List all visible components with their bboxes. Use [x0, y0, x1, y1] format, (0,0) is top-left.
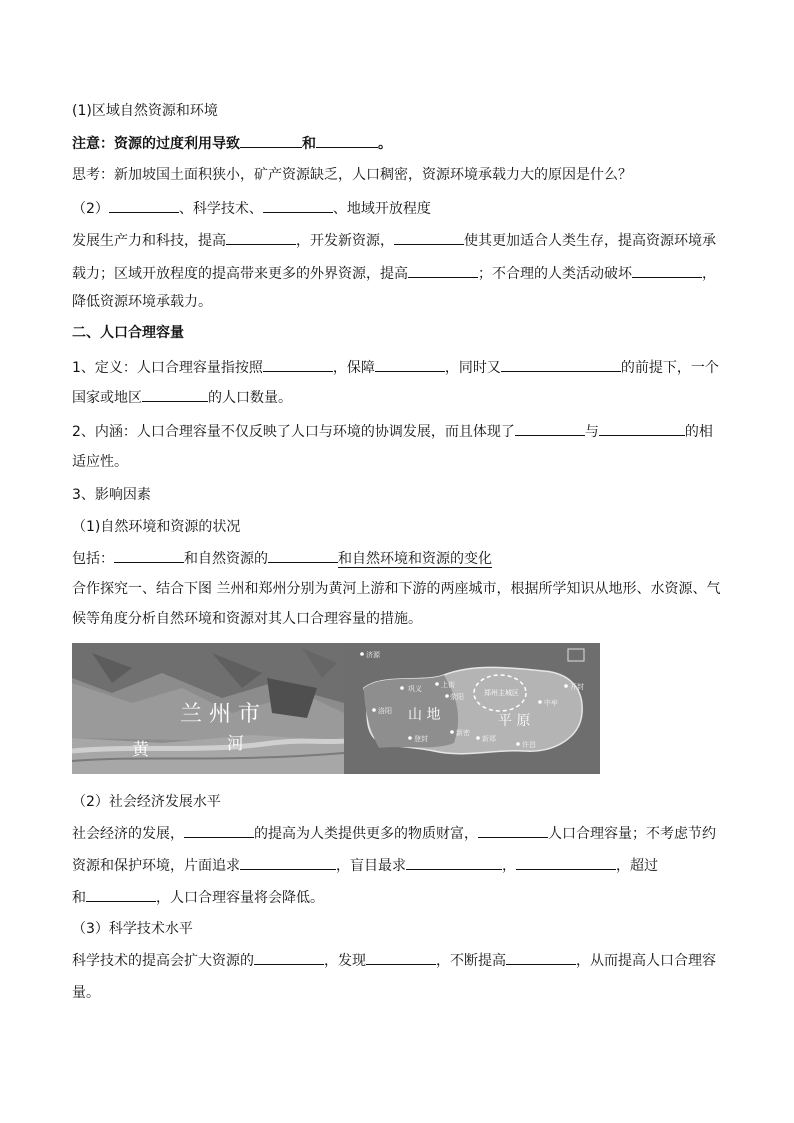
fill-blank[interactable]	[240, 133, 302, 148]
fill-blank[interactable]	[394, 230, 464, 245]
note-line	[72, 133, 392, 154]
fill-blank[interactable]	[268, 548, 338, 563]
subsection-heading	[72, 198, 431, 219]
cooperation-line: 合作探究一、结合下图 兰州和郑州分别为黄河上游和下游的两座城市，根据所学知识从地形、水资源、气	[72, 581, 721, 597]
note-and: 和	[302, 136, 316, 152]
connotation-line	[72, 421, 713, 442]
place-label: 上街	[441, 681, 455, 689]
text: 包括：	[72, 551, 114, 567]
paragraph-line: 降低资源环境承载力。	[72, 294, 212, 310]
lanzhou-aerial-photo	[72, 643, 344, 774]
text: ，开发新资源，	[296, 233, 394, 249]
text: 和	[72, 890, 86, 906]
text: ，从而提高人口合理容	[576, 953, 716, 969]
text: ，	[502, 858, 516, 874]
text: 的提高为人类提供更多的物质财富，	[254, 826, 478, 842]
yellow-river-label-1: 黄	[132, 740, 149, 760]
fill-blank[interactable]	[506, 950, 576, 965]
text: 发展生产力和科技，提高	[72, 233, 226, 249]
text: ，盲目最求	[336, 858, 406, 874]
text: ，不断提高	[436, 953, 506, 969]
note-text: 注意：资源的过度利用导致	[72, 136, 240, 152]
think-question: 思考：新加坡国土面积狭小，矿产资源缺乏，人口稠密，资源环境承载力大的原因是什么？	[72, 167, 632, 183]
text: 与	[584, 424, 599, 440]
part-title: 二、人口合理容量	[72, 325, 184, 341]
text: （2）	[72, 201, 109, 217]
text: 和自然资源的	[184, 551, 268, 567]
economy-line	[72, 887, 324, 908]
factor-heading: （1)自然环境和资源的状况	[72, 519, 241, 535]
definition-line	[72, 357, 719, 378]
zhengzhou-map-graphic	[344, 643, 600, 774]
factor-heading: （2）社会经济发展水平	[72, 794, 221, 810]
connotation-line: 适应性。	[72, 454, 128, 470]
text: 的前提下，一个	[620, 360, 719, 376]
note-end: 。	[378, 136, 392, 152]
text: ；不合理的人类活动破坏	[478, 266, 632, 282]
fill-blank[interactable]	[184, 823, 254, 838]
paragraph-line	[72, 230, 716, 251]
place-label: 新郑	[482, 735, 496, 743]
factor-heading: （3）科学技术水平	[72, 921, 193, 937]
text: 国家或地区	[72, 390, 142, 406]
fill-blank[interactable]	[114, 548, 184, 563]
text: ，保障	[332, 360, 375, 376]
mountain-label: 山 地	[408, 707, 441, 723]
fill-blank[interactable]	[240, 855, 336, 870]
text: 载力；区域开放程度的提高带来更多的外界资源，提高	[72, 266, 408, 282]
fill-blank[interactable]	[632, 263, 702, 278]
text: 的相	[684, 424, 713, 440]
technology-line	[72, 950, 716, 971]
fill-blank[interactable]	[515, 421, 585, 436]
text: 使其更加适合人类生存，提高资源环境承	[464, 233, 716, 249]
fill-blank[interactable]	[226, 230, 296, 245]
text: ，发现	[324, 953, 366, 969]
place-label: 中牟	[544, 699, 558, 707]
text: 资源和保护环境，片面追求	[72, 858, 240, 874]
fill-blank[interactable]	[478, 823, 548, 838]
factors-heading: 3、影响因素	[72, 487, 151, 503]
fill-blank[interactable]	[316, 133, 378, 148]
text: ，	[702, 266, 716, 282]
place-label: 济源	[366, 651, 380, 659]
text: 、地域开放程度	[332, 201, 431, 217]
place-label: 新密	[456, 729, 470, 737]
place-label: 开封	[570, 683, 584, 691]
zhengzhou-terrain-map	[344, 643, 600, 774]
fill-blank[interactable]	[408, 263, 478, 278]
fill-blank[interactable]	[263, 198, 333, 213]
fill-blank[interactable]	[375, 357, 445, 372]
paragraph-line	[72, 263, 716, 284]
fill-blank[interactable]	[406, 855, 502, 870]
fill-blank[interactable]	[254, 950, 324, 965]
text: 、科学技术、	[178, 201, 263, 217]
section-heading: (1)区域自然资源和环境	[72, 103, 218, 119]
cooperation-line: 候等角度分析自然环境和资源对其人口合理容量的措施。	[72, 611, 422, 627]
text: ，人口合理容量将会降低。	[156, 890, 324, 906]
text: 社会经济的发展，	[72, 826, 184, 842]
economy-line	[72, 823, 716, 844]
place-label: 洛阳	[378, 707, 392, 715]
text: ，同时又	[444, 360, 501, 376]
fill-blank[interactable]	[516, 855, 616, 870]
text: 人口合理容量；不考虑节约	[548, 826, 716, 842]
place-label: 荥阳	[450, 693, 464, 701]
economy-line	[72, 855, 658, 876]
place-label: 巩义	[408, 685, 422, 693]
lanzhou-photo-graphic	[72, 643, 344, 774]
fill-blank[interactable]	[263, 357, 333, 372]
text: ，超过	[616, 858, 658, 874]
fill-blank[interactable]	[109, 198, 179, 213]
fill-blank[interactable]	[86, 887, 156, 902]
text: 2、内涵：人口合理容量不仅反映了人口与环境的协调发展，而且体现了	[72, 424, 515, 440]
definition-line	[72, 387, 292, 408]
text: 和自然环境和资源的变化	[338, 551, 492, 567]
yellow-river-label-2: 河	[227, 734, 244, 754]
fill-blank[interactable]	[142, 387, 208, 402]
fill-blank[interactable]	[501, 357, 621, 372]
zhengzhou-city-label: 郑州主城区	[484, 689, 519, 697]
fill-blank[interactable]	[599, 421, 685, 436]
place-label: 登封	[414, 735, 428, 743]
technology-line: 量。	[72, 985, 100, 1001]
include-line	[72, 548, 492, 569]
fill-blank[interactable]	[366, 950, 436, 965]
lanzhou-city-label: 兰 州 市	[180, 702, 260, 727]
text: 1、定义：人口合理容量指按照	[72, 360, 263, 376]
place-label: 许昌	[522, 741, 536, 749]
text: 科学技术的提高会扩大资源的	[72, 953, 254, 969]
plain-label: 平 原	[498, 713, 531, 729]
text: 的人口数量。	[208, 390, 292, 406]
